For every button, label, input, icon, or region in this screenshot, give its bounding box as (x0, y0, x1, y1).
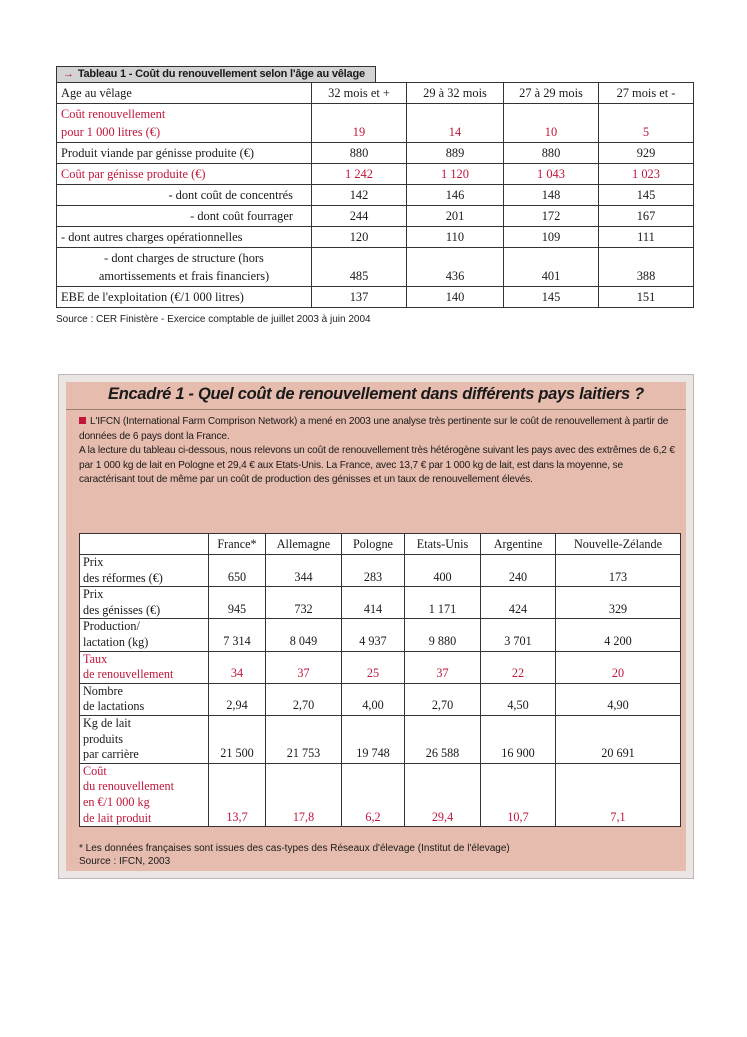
encadre-1-table (79, 533, 681, 827)
table-cell: 283 (342, 555, 405, 587)
table-cell: 2,70 (266, 683, 342, 715)
country-header: Pologne (342, 534, 405, 555)
paragraph-2: A la lecture du tableau ci-dessous, nous relevons un coût de renouvellement très hétérogène suivant les pays avec des extrêmes de 6,2 € par 1 000 kg de lait en Pologne et 29,4 € aux Etats-Unis. La France, avec 13,7 € par 1 000 kg de lait, est dans la moyenne, se caractérisant tout de même par un coût de production des génisses et un taux de renouvellement élevés. (79, 445, 675, 486)
table-cell: 19 748 (342, 715, 405, 763)
encadre-1-header-row (80, 534, 681, 555)
table-cell: 929 (599, 143, 694, 164)
table-cell: 1 242 (312, 164, 407, 185)
table-cell: 34 (209, 651, 266, 683)
table-cell: 4 200 (556, 619, 681, 651)
table-cell: 329 (556, 587, 681, 619)
table-cell: 7 314 (209, 619, 266, 651)
table-cell: 17,8 (266, 763, 342, 826)
tableau-1 (56, 64, 693, 325)
encadre-1-text (79, 415, 676, 488)
encadre-1-row (80, 651, 681, 683)
row-label: - dont coût de concentrés (57, 185, 312, 206)
tableau-1-caption (56, 66, 376, 82)
table-cell: 37 (266, 651, 342, 683)
row-label (80, 587, 209, 619)
table-cell: 2,70 (405, 683, 481, 715)
table-cell: 8 049 (266, 619, 342, 651)
row-label: EBE de l'exploitation (€/1 000 litres) (57, 287, 312, 308)
row-label (80, 683, 209, 715)
row-label-line: produits (83, 731, 123, 746)
row-label-line: amortissements et frais financiers) (98, 269, 270, 283)
table-cell: 142 (312, 185, 407, 206)
table-cell: 25 (342, 651, 405, 683)
table-cell: 20 (556, 651, 681, 683)
row-label-line: Coût (83, 763, 107, 778)
table-cell: 22 (481, 651, 556, 683)
table-cell: 172 (504, 206, 599, 227)
encadre-1 (58, 374, 694, 879)
tableau-1-header-label: Age au vêlage (57, 83, 312, 104)
table-cell: 1 043 (504, 164, 599, 185)
row-label (80, 651, 209, 683)
row-label (80, 763, 209, 826)
tableau-1-column-header: 32 mois et + (312, 83, 407, 104)
row-label: - dont autres charges opérationnelles (57, 227, 312, 248)
table-cell: 880 (312, 143, 407, 164)
table-cell: 485 (312, 248, 407, 287)
row-label: - dont coût fourrager (57, 206, 312, 227)
row-label (80, 715, 209, 763)
table-cell: 436 (407, 248, 504, 287)
row-label-line: en €/1 000 kg (83, 794, 150, 809)
table-cell: 21 753 (266, 715, 342, 763)
tableau-1-row (57, 185, 694, 206)
table-cell: 145 (599, 185, 694, 206)
title-divider (66, 409, 686, 410)
row-label-line: de lait produit (83, 810, 152, 825)
table-cell: 10,7 (481, 763, 556, 826)
table-cell: 167 (599, 206, 694, 227)
tableau-1-source: Source : CER Finistère - Exercice comptable de juillet 2003 à juin 2004 (56, 314, 371, 325)
encadre-1-row (80, 683, 681, 715)
row-label-line: Nombre (83, 683, 123, 698)
table-cell: 1 120 (407, 164, 504, 185)
table-cell: 880 (504, 143, 599, 164)
row-label-line: lactation (kg) (83, 634, 149, 649)
tableau-1-row (57, 206, 694, 227)
table-cell: 889 (407, 143, 504, 164)
table-cell: 9 880 (405, 619, 481, 651)
table-cell: 146 (407, 185, 504, 206)
table-cell: 4,00 (342, 683, 405, 715)
encadre-1-row (80, 715, 681, 763)
header-blank (80, 534, 209, 555)
tableau-1-table (56, 82, 694, 308)
row-label-line: Taux (83, 651, 108, 666)
row-label (80, 619, 209, 651)
encadre-1-title: Encadré 1 - Quel coût de renouvellement dans différents pays laitiers ? (108, 385, 644, 403)
country-header: Allemagne (266, 534, 342, 555)
row-label: Coût par génisse produite (€) (57, 164, 312, 185)
table-cell: 120 (312, 227, 407, 248)
row-label-line: de lactations (83, 699, 145, 714)
table-cell: 945 (209, 587, 266, 619)
table-cell: 240 (481, 555, 556, 587)
table-cell: 10 (504, 104, 599, 143)
table-cell: 16 900 (481, 715, 556, 763)
table-cell: 20 691 (556, 715, 681, 763)
table-cell: 109 (504, 227, 599, 248)
table-cell: 244 (312, 206, 407, 227)
table-cell: 145 (504, 287, 599, 308)
tableau-1-title: Tableau 1 - Coût du renouvellement selon l'âge au vêlage (77, 68, 365, 80)
paragraph-1: L'IFCN (International Farm Comprison Network) a mené en 2003 une analyse très pertinente sur le coût de renouvellement à partir de données de 6 pays dont la France. (79, 416, 669, 442)
row-label-line: - dont charges de structure (hors (104, 251, 264, 265)
table-cell: 1 171 (405, 587, 481, 619)
encadre-1-row (80, 587, 681, 619)
row-label: Produit viande par génisse produite (€) (57, 143, 312, 164)
table-cell: 400 (405, 555, 481, 587)
table-cell: 401 (504, 248, 599, 287)
table-cell: 650 (209, 555, 266, 587)
table-cell: 14 (407, 104, 504, 143)
tableau-1-row (57, 164, 694, 185)
table-cell: 37 (405, 651, 481, 683)
table-cell: 26 588 (405, 715, 481, 763)
table-cell: 4 937 (342, 619, 405, 651)
row-label-line: Coût renouvellement (61, 107, 166, 121)
tableau-1-column-header: 29 à 32 mois (407, 83, 504, 104)
table-cell: 6,2 (342, 763, 405, 826)
row-label (80, 555, 209, 587)
tableau-1-row (57, 248, 694, 287)
tableau-1-row (57, 104, 694, 143)
table-cell: 2,94 (209, 683, 266, 715)
tableau-1-row (57, 227, 694, 248)
red-square-icon (79, 417, 86, 424)
encadre-1-footer (79, 842, 510, 868)
country-header: Argentine (481, 534, 556, 555)
row-label-line: du renouvellement (83, 779, 175, 794)
table-cell: 5 (599, 104, 694, 143)
tableau-1-column-header: 27 mois et - (599, 83, 694, 104)
country-header: France* (209, 534, 266, 555)
table-cell: 3 701 (481, 619, 556, 651)
encadre-1-source: Source : IFCN, 2003 (79, 856, 171, 867)
table-cell: 4,90 (556, 683, 681, 715)
table-cell: 137 (312, 287, 407, 308)
table-cell: 140 (407, 287, 504, 308)
table-cell: 201 (407, 206, 504, 227)
table-cell: 1 023 (599, 164, 694, 185)
arrow-right-icon: → (63, 68, 74, 80)
encadre-1-row (80, 619, 681, 651)
tableau-1-column-header: 27 à 29 mois (504, 83, 599, 104)
row-label-line: pour 1 000 litres (€) (61, 125, 161, 139)
table-cell: 732 (266, 587, 342, 619)
table-cell: 29,4 (405, 763, 481, 826)
table-cell: 21 500 (209, 715, 266, 763)
table-cell: 111 (599, 227, 694, 248)
row-label (57, 104, 312, 143)
row-label-line: Prix (83, 555, 104, 569)
row-label-line: des génisses (€) (83, 602, 161, 617)
row-label-line: des réformes (€) (83, 570, 163, 585)
table-cell: 13,7 (209, 763, 266, 826)
row-label-line: par carrière (83, 747, 139, 762)
table-cell: 4,50 (481, 683, 556, 715)
table-cell: 110 (407, 227, 504, 248)
row-label-line: Prix (83, 587, 104, 602)
table-cell: 388 (599, 248, 694, 287)
table-cell: 148 (504, 185, 599, 206)
encadre-1-panel (66, 382, 686, 871)
country-header: Etats-Unis (405, 534, 481, 555)
table-cell: 414 (342, 587, 405, 619)
tableau-1-header-row (57, 83, 694, 104)
footnote: * Les données françaises sont issues des cas-types des Réseaux d'élevage (Institut de l'élevage) (79, 843, 510, 854)
table-cell: 344 (266, 555, 342, 587)
encadre-1-row (80, 763, 681, 826)
tableau-1-row (57, 287, 694, 308)
table-cell: 7,1 (556, 763, 681, 826)
row-label-line: Kg de lait (83, 715, 132, 730)
encadre-1-row (80, 555, 681, 587)
table-cell: 19 (312, 104, 407, 143)
table-cell: 151 (599, 287, 694, 308)
table-cell: 424 (481, 587, 556, 619)
row-label (57, 248, 312, 287)
tableau-1-row (57, 143, 694, 164)
table-cell: 173 (556, 555, 681, 587)
row-label-line: Production/ (83, 619, 140, 634)
row-label-line: de renouvellement (83, 667, 174, 682)
country-header: Nouvelle-Zélande (556, 534, 681, 555)
